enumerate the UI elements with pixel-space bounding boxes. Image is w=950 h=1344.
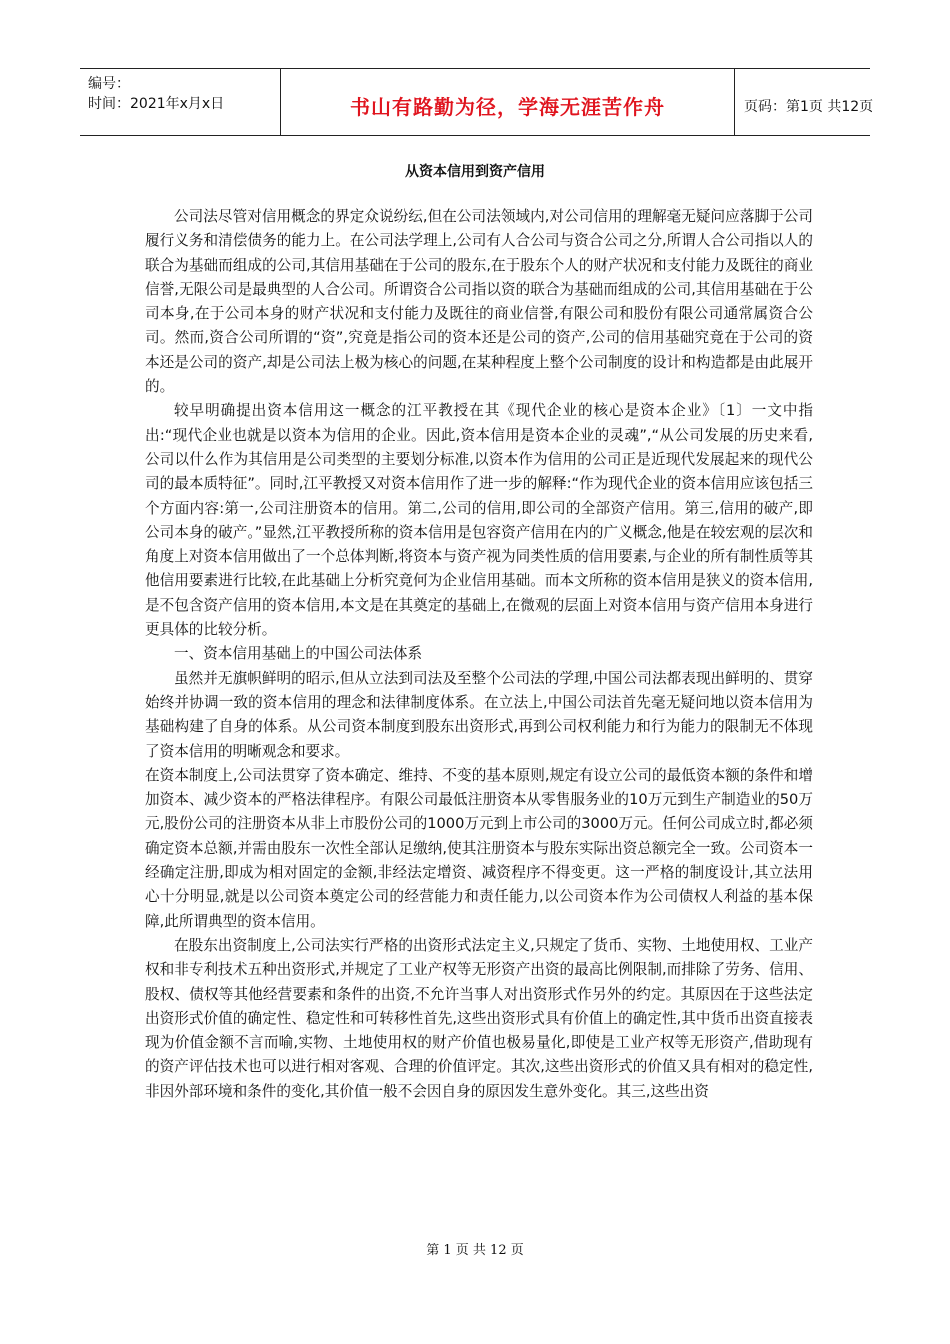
header-page-number: 页码：第1页 共12页: [744, 99, 874, 115]
page-footer: 第 1 页 共 12 页: [426, 1243, 524, 1258]
paragraph: 在股东出资制度上,公司法实行严格的出资形式法定主义,只规定了货币、实物、土地使用权、工业产权和非专利技术五种出资形式,并规定了工业产权等无形资产出资的最高比例限制,而排除了劳务、信用、股权、债权等其他经营要素和条件的出资,不允许当事人对出资形式作另外的约定。其原因在于这些法定出资形式价值的确定性、稳定性和可转移性首先,这些出资形式具有价值上的确定性,其中货币出资直接表现为价值金额不言而喻,实物、土地使用权的财产价值也极易量化,即使是工业产权等无形资产,借助现有的资产评估技术也可以进行相对客观、合理的价值评定。其次,这些出资形式的价值又具有相对的稳定性,非因外部环境和条件的变化,其价值一般不会因自身的原因发生意外变化。其三,这些出资: [145, 936, 813, 1100]
paragraph: 较早明确提出资本信用这一概念的江平教授在其《现代企业的核心是资本企业》〔1〕一文中指出:“现代企业也就是以资本为信用的企业。因此,资本信用是资本企业的灵魂”,“从公司发展的历史来看,公司以什么作为其信用是公司类型的主要划分标准,以资本作为信用的公司正是近现代发展起来的现代公司的最本质特征”。同时,江平教授又对资本信用作了进一步的解释:“作为现代企业的资本信用应该包括三个方面内容:第一,公司注册资本的信用。第二,公司的信用,即公司的全部资产信用。第三,信用的破产,即公司本身的破产。”显然,江平教授所称的资本信用是包容资产信用在内的广义概念,他是在较宏观的层次和角度上对资本信用做出了一个总体判断,将资本与资产视为同类性质的信用要素,与企业的所有制性质等其他信用要素进行比较,在此基础上分析究竟何为企业信用基础。而本文所称的资本信用是狭义的资本信用,是不包含资产信用的资本信用,本文是在其奠定的基础上,在微观的层面上对资本信用与资产信用本身进行更具体的比较分析。: [145, 402, 813, 639]
header-motto-cell: [280, 69, 735, 135]
paragraph: 公司法尽管对信用概念的界定众说纷纭,但在公司法领域内,对公司信用的理解毫无疑问应落脚于公司履行义务和清偿债务的能力上。在公司法学理上,公司有人合公司与资合公司之分,所谓人合公司指以人的联合为基础而组成的公司,其信用基础在于公司的股东,在于股东个人的财产状况和支付能力及既往的商业信誉,无限公司是最典型的人合公司。所谓资合公司指以资的联合为基础而组成的公司,其信用基础在于公司本身,在于公司本身的财产状况和支付能力及既往的商业信誉,有限公司和股份有限公司通常属资合公司。然而,资合公司所谓的“资”,究竟是指公司的资本还是公司的资产,公司的信用基础究竟在于公司的资本还是公司的资产,却是公司法上极为核心的问题,在某种程度上整个公司制度的设计和构造都是由此展开的。: [145, 208, 813, 396]
document-header: [80, 68, 874, 136]
header-page-cell: [734, 69, 874, 135]
paragraph: 在资本制度上,公司法贯穿了资本确定、维持、不变的基本原则,规定有设立公司的最低资本额的条件和增加资本、减少资本的严格法律程序。有限公司最低注册资本从零售服务业的10万元到生产制造业的50万元,股份公司的注册资本从非上市股份公司的1000万元到上市公司的3000万元。任何公司成立时,都必须确定资本总额,并需由股东一次性全部认足缴纳,使其注册资本与股东实际出资总额完全一致。公司资本一经确定注册,即成为相对固定的金额,非经法定增资、减资程序不得变更。这一严格的制度设计,其立法用心十分明显,就是以公司资本奠定公司的经营能力和责任能力,以公司资本作为公司债权人利益的基本保障,此所谓典型的资本信用。: [145, 766, 813, 930]
section-heading: 一、资本信用基础上的中国公司法体系: [174, 645, 423, 663]
header-info-cell: [80, 69, 280, 135]
document-time-label: 时间：2021年x月x日: [88, 96, 225, 112]
document-body: [145, 205, 813, 1104]
paragraph: 虽然并无旗帜鲜明的昭示,但从立法到司法及至整个公司法的学理,中国公司法都表现出鲜明的、贯穿始终并协调一致的资本信用的理念和法律制度体系。在立法上,中国公司法首先毫无疑问地以资本信用为基础构建了自身的体系。从公司资本制度到股东出资形式,再到公司权利能力和行为能力的限制无不体现了资本信用的明晰观念和要求。: [145, 669, 813, 760]
document-title: 从资本信用到资产信用: [405, 164, 545, 180]
header-motto: 书山有路勤为径，学海无涯苦作舟: [350, 95, 665, 119]
document-number-label: 编号：: [88, 76, 130, 92]
